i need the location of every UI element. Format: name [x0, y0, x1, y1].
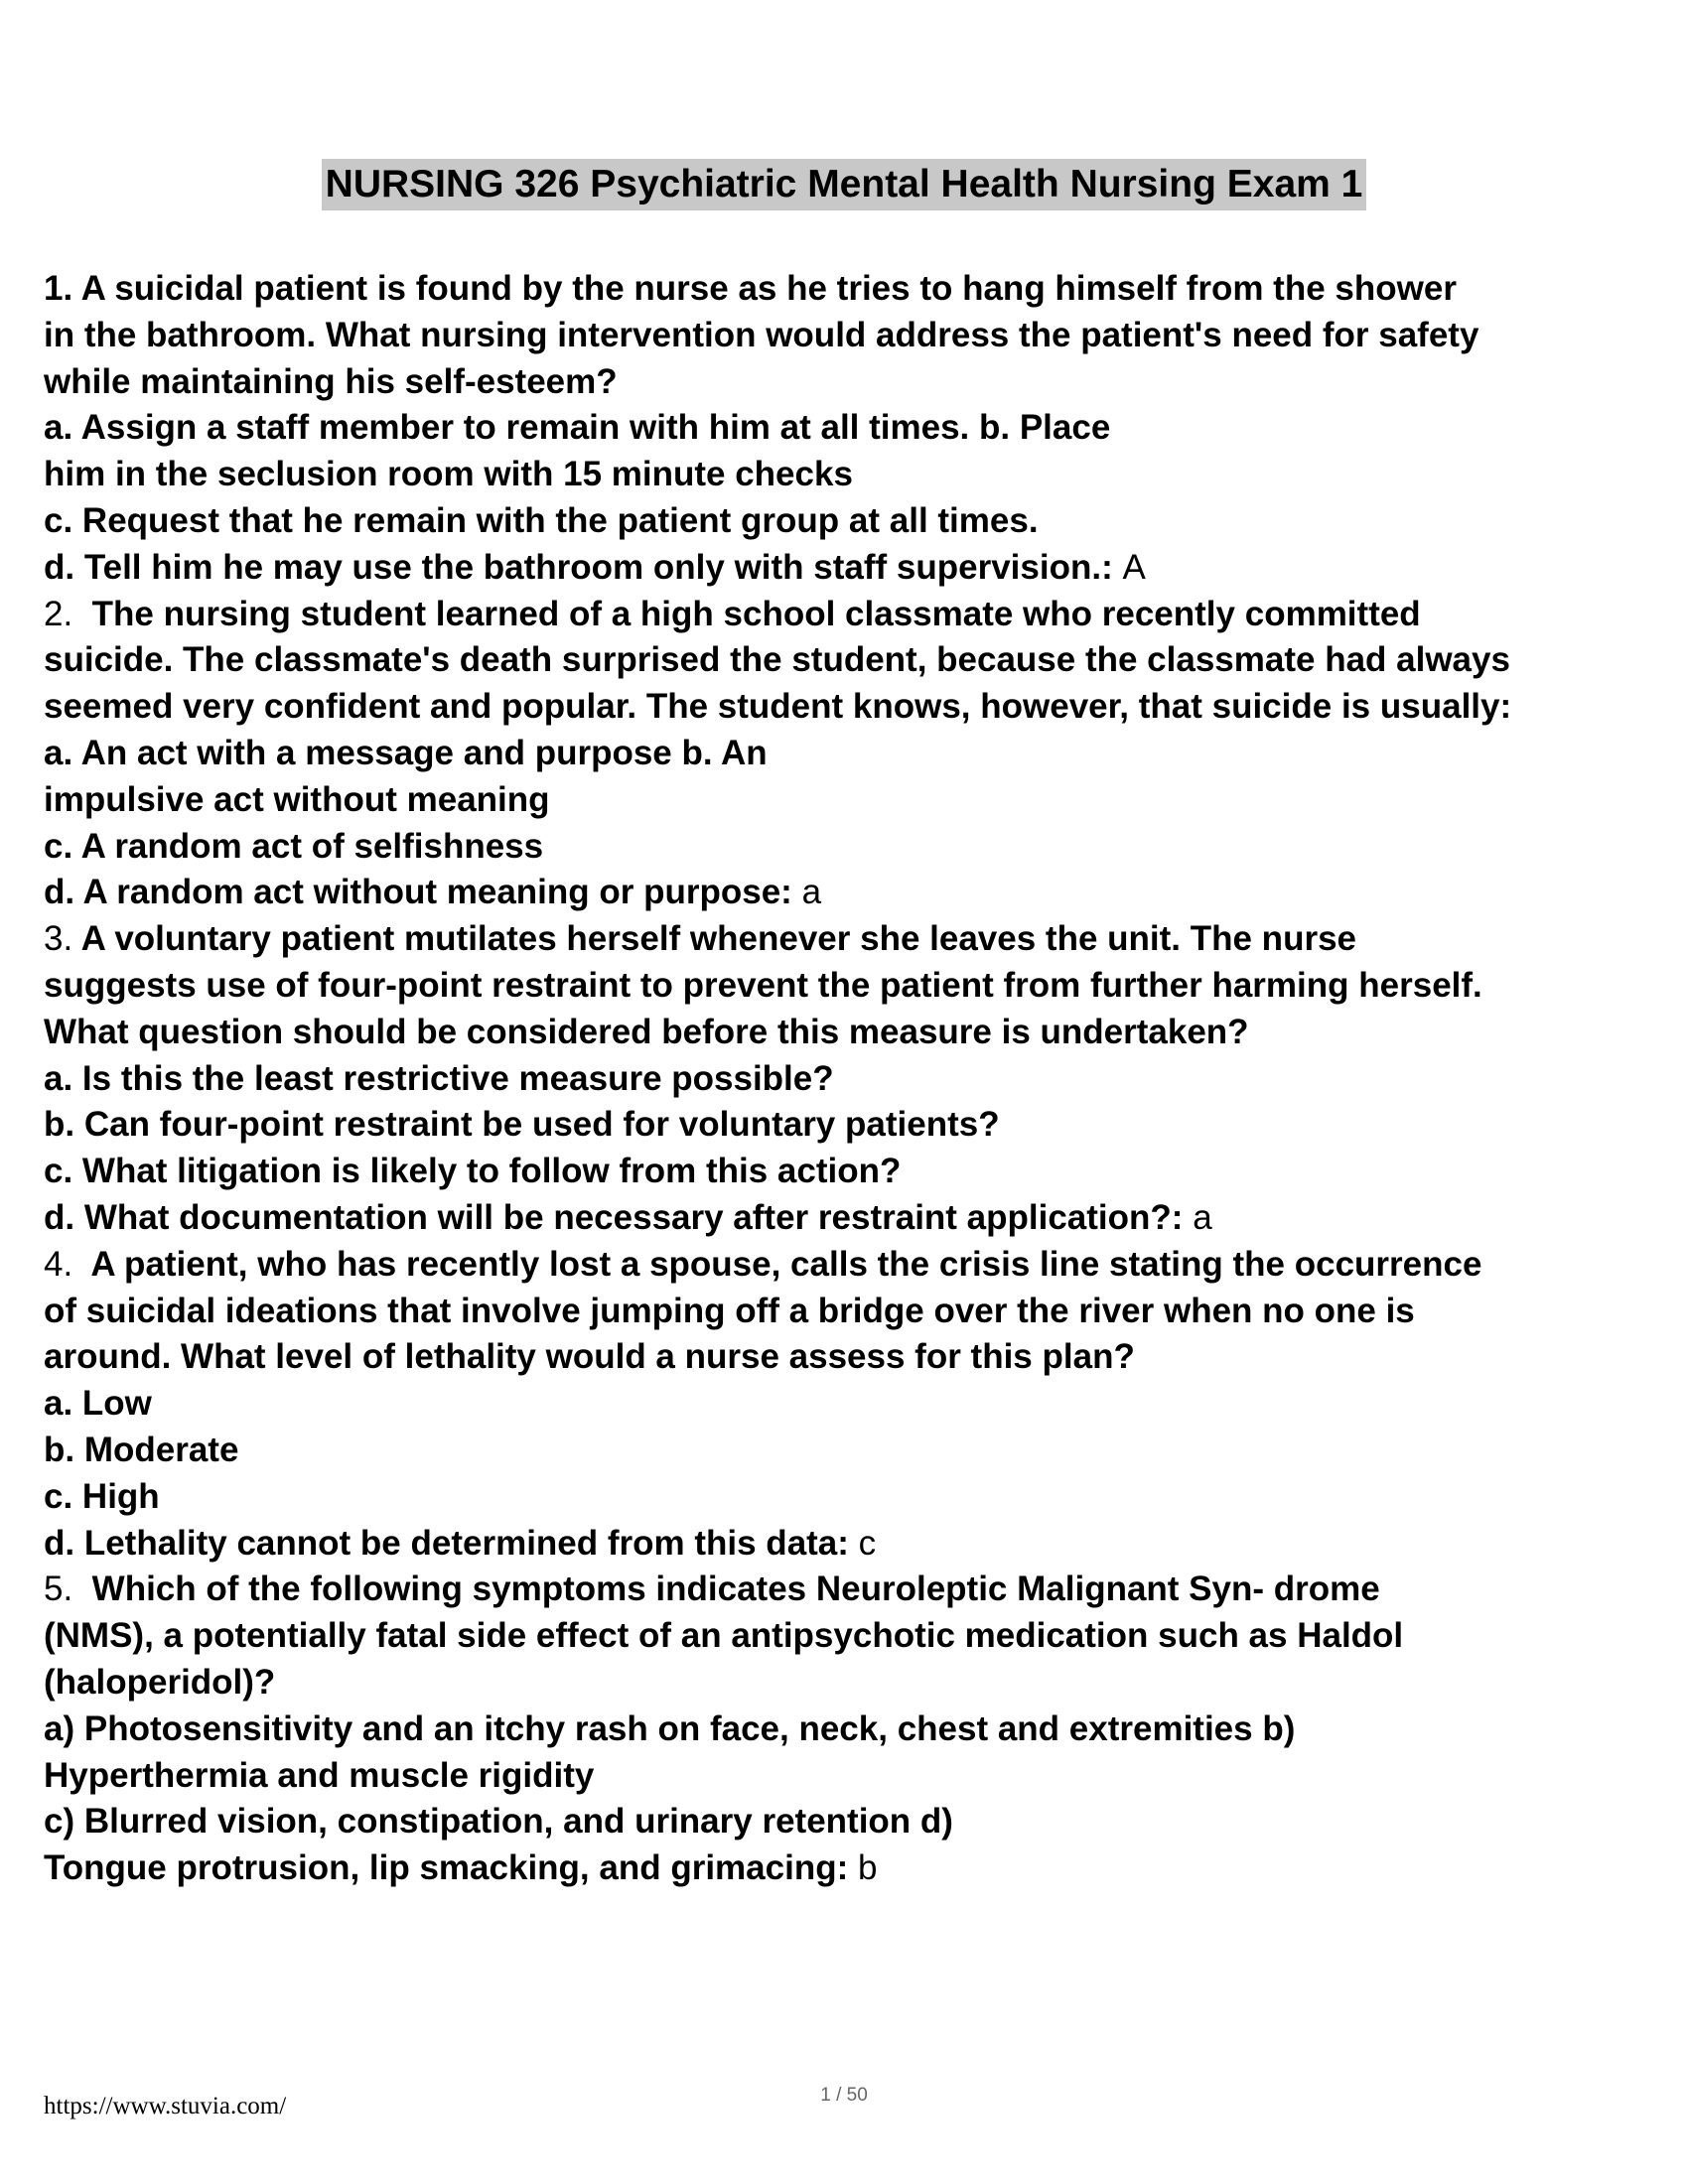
option-line: him in the seclusion room with 15 minute checks [44, 455, 853, 494]
question-line: suggests use of four-point restraint to prevent the patient from further harming herself. [44, 965, 1482, 1005]
answer-key: a [801, 873, 822, 912]
option-line: a) Photosensitivity and an itchy rash on face, neck, chest and extremities b) [44, 1708, 1296, 1748]
question-line [44, 916, 1652, 963]
answer-key: b [857, 1848, 878, 1888]
answer-key: A [1122, 547, 1146, 587]
option-line: impulsive act without meaning [44, 779, 550, 819]
option-line: a. Low [44, 1384, 152, 1424]
question-line: of suicidal ideations that involve jumping off a bridge over the river when no one is [44, 1291, 1415, 1330]
option-line: c) Blurred vision, constipation, and urinary retention d) [44, 1802, 953, 1842]
question-text: The nursing student learned of a high school classmate who recently committed [91, 594, 1421, 633]
option-line: b. Can four-point restraint be used for voluntary patients? [44, 1105, 1000, 1145]
question-line: What question should be considered before this measure is undertaken? [44, 1012, 1249, 1051]
title-wrapper [0, 159, 1688, 210]
final-option-line [44, 870, 1652, 916]
exam-body [44, 266, 1652, 1892]
question-line: seemed very confident and popular. The student knows, however, that suicide is usually: [44, 687, 1512, 727]
question-2 [44, 592, 1652, 917]
question-number: 5. [44, 1570, 73, 1609]
option-line: c. Request that he remain with the patient group at all times. [44, 500, 1039, 540]
final-option-text: d. What documentation will be necessary after restraint application?: [44, 1197, 1184, 1237]
footer-url[interactable]: https://www.stuvia.com/ [44, 2093, 287, 2119]
question-number: 3. [44, 919, 73, 959]
answer-key: c [858, 1523, 877, 1563]
question-line: around. What level of lethality would a nurse assess for this plan? [44, 1337, 1135, 1377]
question-text: A voluntary patient mutilates herself whenever she leaves the unit. The nurse [80, 919, 1356, 959]
question-line: while maintaining his self-esteem? [44, 361, 618, 401]
question-number: 2. [44, 594, 73, 633]
question-line [44, 1242, 1652, 1289]
option-line: c. A random act of selfishness [44, 826, 544, 866]
question-line: (haloperidol)? [44, 1662, 276, 1702]
question-line [44, 1567, 1652, 1613]
option-line: c. High [44, 1476, 160, 1516]
option-line: Hyperthermia and muscle rigidity [44, 1755, 595, 1795]
page-title: NURSING 326 Psychiatric Mental Health Nursing Exam 1 [322, 159, 1367, 210]
question-3 [44, 916, 1652, 1242]
question-number: 4. [44, 1244, 73, 1284]
question-line: 1. A suicidal patient is found by the nurse as he tries to hang himself from the shower [44, 269, 1457, 308]
option-line: a. Assign a staff member to remain with him at all times. b. Place [44, 408, 1111, 448]
final-option-text: d. Tell him he may use the bathroom only with staff supervision.: [44, 547, 1113, 587]
question-line: in the bathroom. What nursing intervention would address the patient's need for safety [44, 315, 1479, 354]
question-text: A patient, who has recently lost a spouse, calls the crisis line stating the occurrence [90, 1244, 1482, 1284]
final-option-text: Tongue protrusion, lip smacking, and grimacing: [44, 1848, 849, 1888]
option-line: b. Moderate [44, 1430, 239, 1469]
final-option-line [44, 1845, 1652, 1892]
question-line [44, 592, 1652, 638]
page-indicator: 1 / 50 [820, 2085, 868, 2106]
question-4 [44, 1242, 1652, 1568]
question-5 [44, 1567, 1652, 1892]
option-line: a. An act with a message and purpose b. An [44, 733, 768, 772]
question-line: suicide. The classmate's death surprised the student, because the classmate had always [44, 640, 1510, 680]
question-line: (NMS), a potentially fatal side effect of an antipsychotic medication such as Haldol [44, 1616, 1404, 1656]
final-option-line [44, 1195, 1652, 1242]
option-line: c. What litigation is likely to follow from this action? [44, 1152, 902, 1191]
final-option-text: d. A random act without meaning or purpose: [44, 873, 792, 912]
question-1 [44, 266, 1652, 592]
final-option-line [44, 545, 1652, 592]
question-text: Which of the following symptoms indicates Neuroleptic Malignant Syn- drome [91, 1570, 1380, 1609]
final-option-text: d. Lethality cannot be determined from this data: [44, 1523, 849, 1563]
final-option-line [44, 1521, 1652, 1568]
answer-key: a [1193, 1197, 1212, 1237]
option-line: a. Is this the least restrictive measure possible? [44, 1058, 834, 1098]
